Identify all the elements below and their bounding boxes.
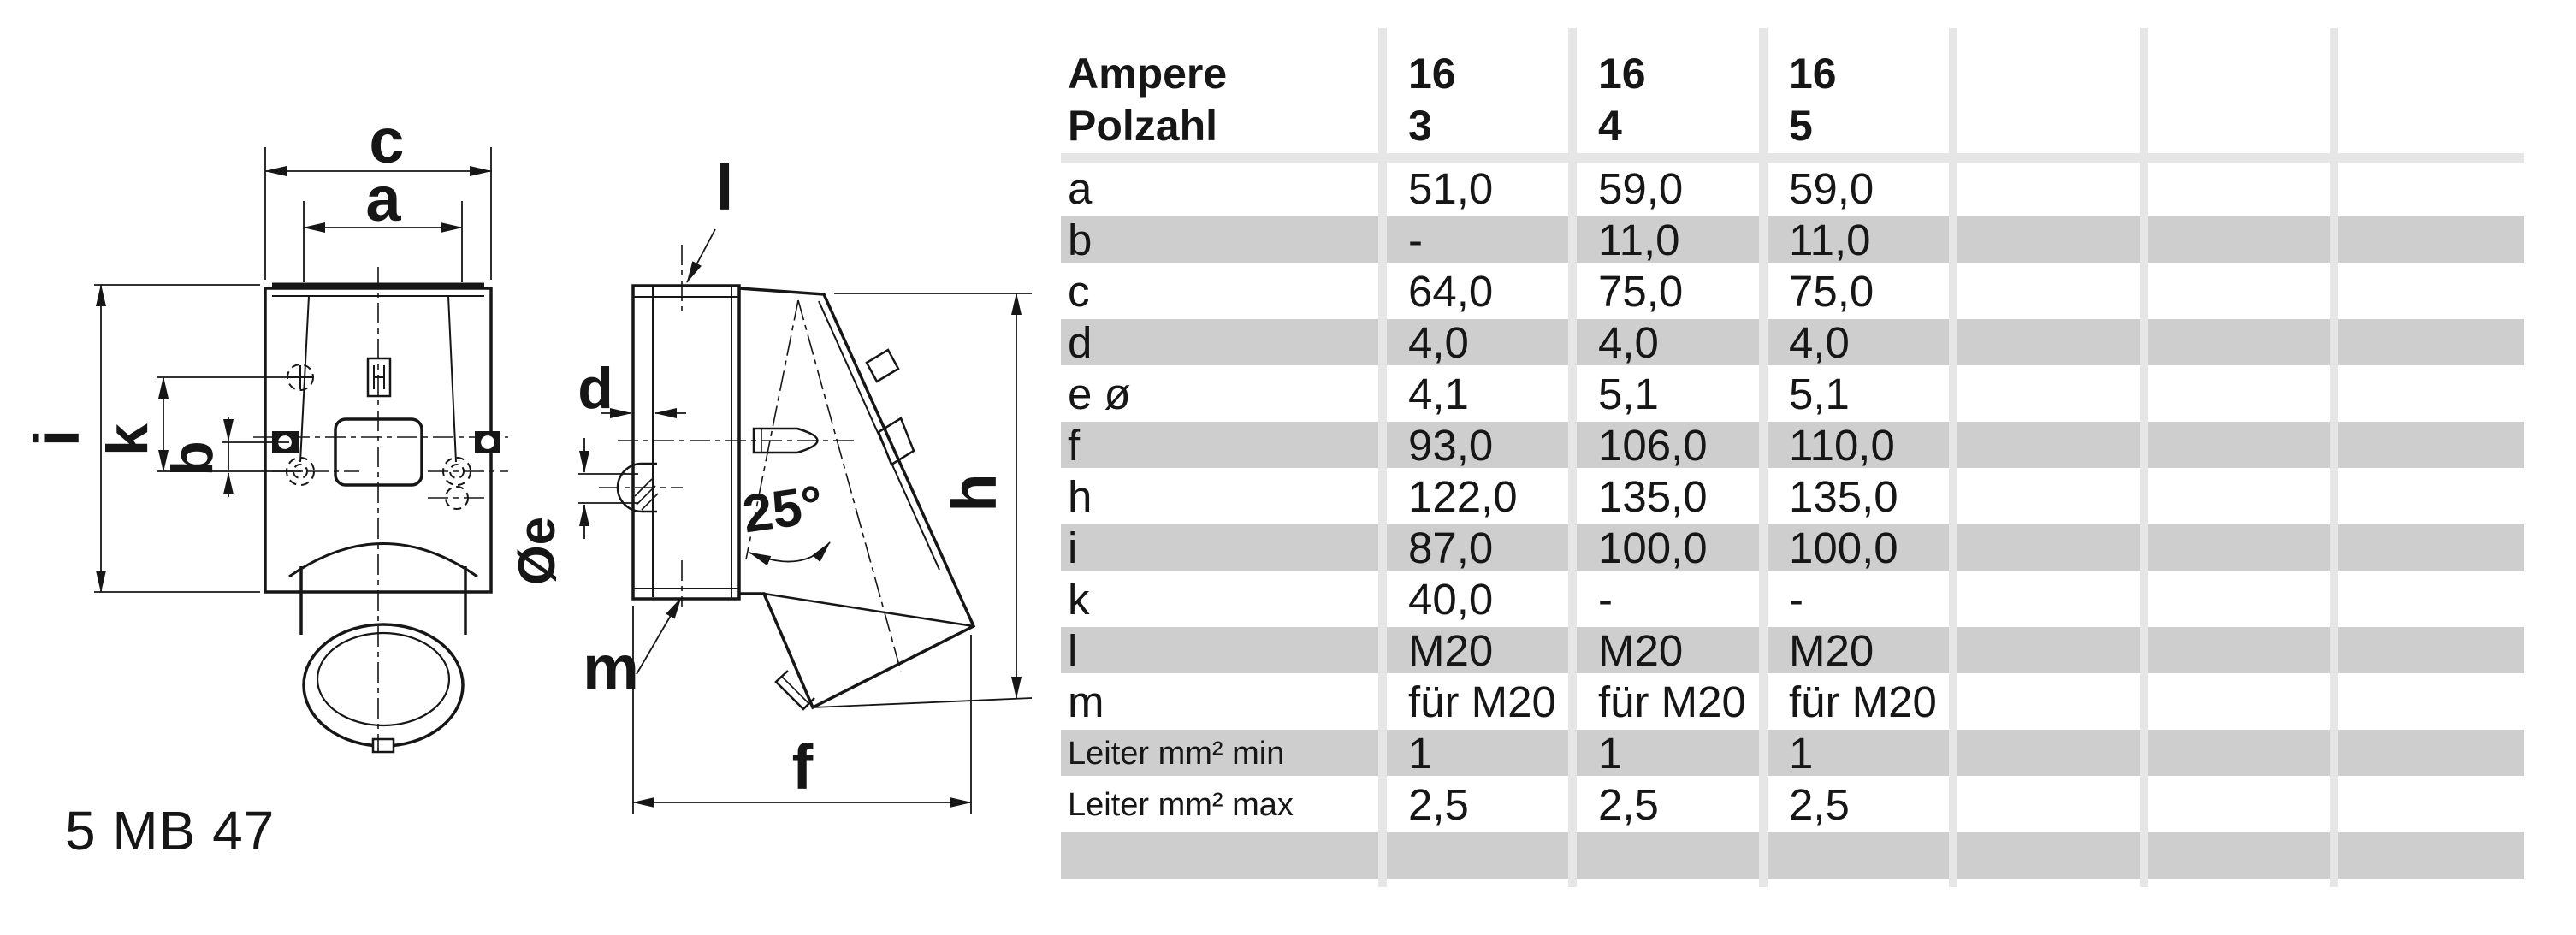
table-cell: 100,0 <box>1789 524 1898 572</box>
table-cell: 2,5 <box>1408 780 1469 829</box>
row-label: e ø <box>1068 370 1131 418</box>
table-row <box>1061 524 2524 571</box>
table-row <box>1061 781 2524 827</box>
table-cell: 51,0 <box>1408 164 1494 213</box>
table-row <box>1061 268 2524 314</box>
column-header <box>1789 48 1837 152</box>
row-label: b <box>1068 216 1093 264</box>
column-header-polzahl: 3 <box>1408 102 1432 150</box>
column-header <box>1408 48 1456 152</box>
table-cell: 135,0 <box>1789 472 1898 521</box>
table-cell: 64,0 <box>1408 267 1494 316</box>
row-label: f <box>1068 421 1081 470</box>
table-cell: 59,0 <box>1598 164 1684 213</box>
table-row <box>1061 576 2524 622</box>
dim-label-d: d <box>577 356 613 421</box>
row-label: d <box>1068 318 1093 367</box>
table-row <box>1061 319 2524 365</box>
table-row <box>1061 730 2524 776</box>
dim-label-h: h <box>939 473 1010 512</box>
table-row <box>1061 627 2524 673</box>
column-header-ampere: 16 <box>1408 50 1456 98</box>
front-view <box>21 105 508 753</box>
row-label: m <box>1068 678 1104 726</box>
drawing-svg <box>0 0 1061 931</box>
table-cell: 87,0 <box>1408 524 1494 572</box>
column-header-polzahl: 5 <box>1789 102 1813 150</box>
table-cell: 4,0 <box>1598 318 1659 367</box>
dim-label-m: m <box>583 632 639 703</box>
dim-label-l: l <box>715 152 734 223</box>
row-label: Leiter mm² min <box>1068 736 1285 772</box>
table-cell: 75,0 <box>1598 267 1684 316</box>
table-cell: 11,0 <box>1789 216 1871 264</box>
table-cell: 5,1 <box>1598 370 1659 418</box>
table-cell: 59,0 <box>1789 164 1874 213</box>
table-cell: 4,0 <box>1789 318 1850 367</box>
table-cell: M20 <box>1789 626 1874 675</box>
row-label: a <box>1068 164 1093 213</box>
technical-drawing <box>0 0 1061 931</box>
table-cell: - <box>1408 216 1423 264</box>
table-cell: 4,0 <box>1408 318 1469 367</box>
table-row <box>1061 832 2524 879</box>
dim-label-i: i <box>21 429 92 447</box>
table-cell: 1 <box>1789 729 1814 778</box>
table-cell: 75,0 <box>1789 267 1874 316</box>
table-cell: 1 <box>1598 729 1623 778</box>
table-cell: 2,5 <box>1789 780 1850 829</box>
table-cell: - <box>1789 575 1803 624</box>
table-cell: 4,1 <box>1408 370 1469 418</box>
column-header-polzahl: 4 <box>1598 102 1622 150</box>
table-cell: für M20 <box>1598 678 1746 726</box>
header-ampere-label: Ampere <box>1068 50 1228 98</box>
row-label: k <box>1068 575 1090 624</box>
table-cell: 1 <box>1408 729 1433 778</box>
table-cell: 93,0 <box>1408 421 1494 470</box>
dim-label-diameter-e: Øe <box>508 516 566 586</box>
table-row <box>1061 422 2524 468</box>
table-cell: für M20 <box>1789 678 1937 726</box>
row-label: i <box>1068 524 1078 572</box>
table-header-label <box>1068 48 1227 152</box>
part-number: 5 MB 47 <box>65 800 275 861</box>
dim-label-f: f <box>791 731 814 802</box>
table-cell: 135,0 <box>1598 472 1708 521</box>
column-header-ampere: 16 <box>1598 50 1646 98</box>
table-row <box>1061 165 2524 211</box>
dim-label-c: c <box>369 105 405 176</box>
header-polzahl-label: Polzahl <box>1068 102 1218 150</box>
table-cell: 5,1 <box>1789 370 1850 418</box>
table-row <box>1061 473 2524 519</box>
table-cell: M20 <box>1408 626 1494 675</box>
table-row <box>1061 216 2524 263</box>
table-cell: M20 <box>1598 626 1684 675</box>
row-label: l <box>1068 626 1078 675</box>
table-cell: 106,0 <box>1598 421 1708 470</box>
dim-label-b: b <box>160 441 225 476</box>
table-cell: 110,0 <box>1789 421 1895 470</box>
dimension-table <box>1061 0 2524 931</box>
row-label: h <box>1068 472 1093 521</box>
table-cell: 2,5 <box>1598 780 1659 829</box>
column-header-ampere: 16 <box>1789 50 1837 98</box>
table-cell: 100,0 <box>1598 524 1708 572</box>
table-row <box>1061 678 2524 725</box>
table-cell: - <box>1598 575 1613 624</box>
table-cell: 122,0 <box>1408 472 1518 521</box>
row-label: c <box>1068 267 1090 316</box>
table-cell: 40,0 <box>1408 575 1494 624</box>
column-header <box>1598 48 1646 152</box>
row-label: Leiter mm² max <box>1068 787 1294 823</box>
dim-label-a: a <box>365 163 401 234</box>
dim-label-k: k <box>95 423 160 456</box>
table-cell: 11,0 <box>1598 216 1680 264</box>
table-row <box>1061 370 2524 417</box>
angle-label: 25° <box>738 475 827 545</box>
header-divider <box>1061 153 2524 163</box>
side-view <box>508 152 1032 814</box>
table-cell: für M20 <box>1408 678 1556 726</box>
